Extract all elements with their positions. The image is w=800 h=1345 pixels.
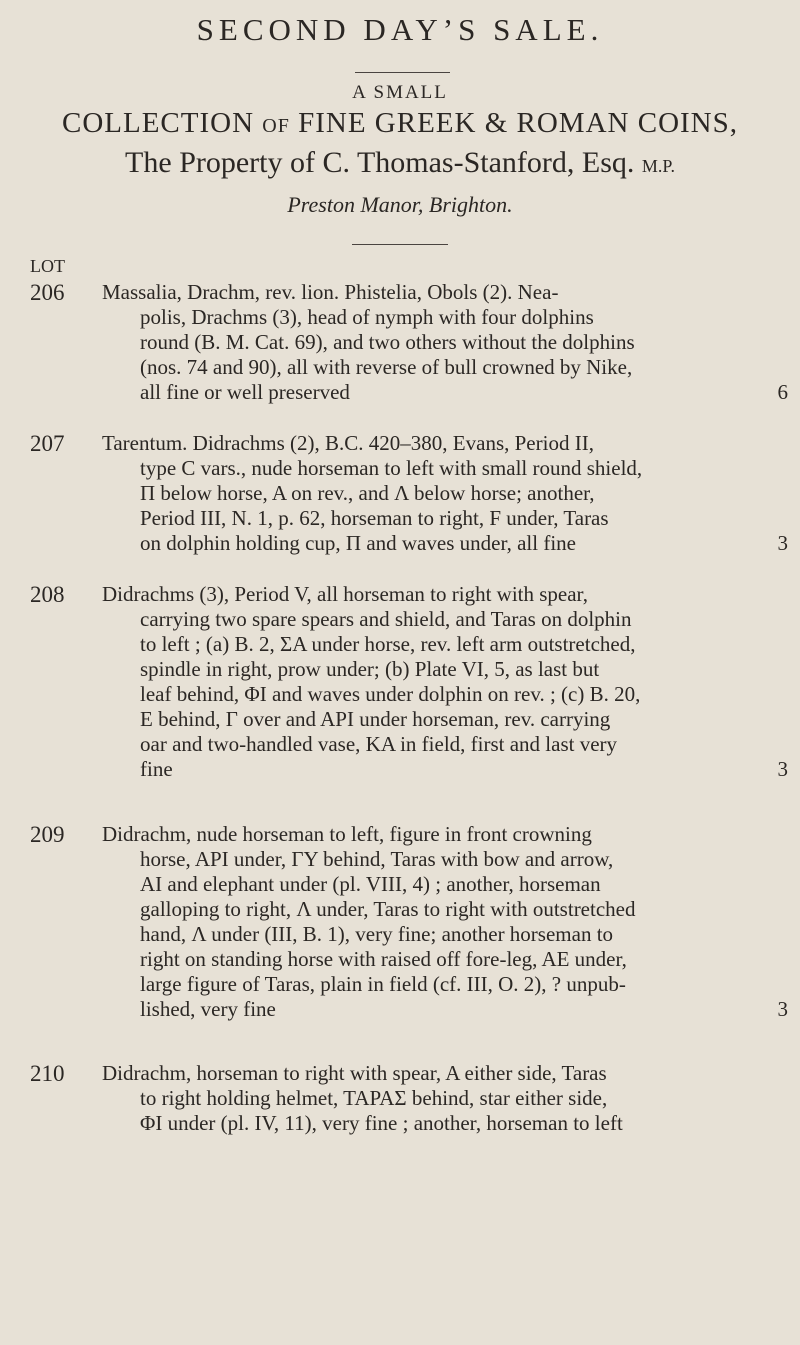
sale-subtitle: A SMALL [352,82,448,103]
owner-line [0,146,800,180]
lot-number: 208 [30,582,65,607]
lot-description-line: to right holding helmet, TAPAΣ behind, star either side, [140,1086,608,1110]
lot-description-line: Didrachm, nude horseman to left, figure in front crowning [102,822,592,846]
lot-quantity: 6 [777,380,788,404]
lot-description-line: round (B. M. Cat. 69), and two others without the dolphins [140,330,635,354]
lot-description-line: hand, Λ under (III, B. 1), very fine; another horseman to [140,922,614,946]
lot-description-line: horse, API under, ΓY behind, Taras with bow and arrow, [140,847,614,871]
lot-description [102,280,788,405]
lot-description-line: spindle in right, prow under; (b) Plate VI, 5, as last but [140,657,600,681]
lot-quantity: 3 [777,757,788,781]
lot-description-line: right on standing horse with raised off fore-leg, AE under, [140,947,627,971]
lot-number: 206 [30,280,65,305]
lot-description-line: galloping to right, Λ under, Taras to right with outstretched [140,897,636,921]
lot-description-line: Massalia, Drachm, rev. lion. Phistelia, Obols (2). Nea- [102,280,559,304]
lot-description-line: fine [140,757,173,781]
lot-description [102,582,788,782]
lot-description [102,431,788,556]
lot-description-line: AI and elephant under (pl. VIII, 4) ; another, horseman [140,872,601,896]
lot-description-line: Didrachms (3), Period V, all horseman to right with spear, [102,582,588,606]
owner-location: Preston Manor, Brighton. [287,192,513,217]
lot-number: 210 [30,1061,65,1086]
lot-description-line: type C vars., nude horseman to left with small round shield, [140,456,643,480]
lot-description-line: large figure of Taras, plain in field (cf. III, O. 2), ? unpub- [140,972,626,996]
lot-description-line: all fine or well preserved [140,380,350,404]
lot-description [102,822,788,1022]
lot-description-line: on dolphin holding cup, Π and waves under, all fine [140,531,576,555]
lot-description-line: lished, very fine [140,997,276,1021]
lot-description-line: oar and two-handled vase, KA in field, first and last very [140,732,618,756]
lot-description-line: polis, Drachms (3), head of nymph with four dolphins [140,305,594,329]
lot-description-line: Didrachm, horseman to right with spear, A either side, Taras [102,1061,607,1085]
lot-description-line: leaf behind, ΦI and waves under dolphin on rev. ; (c) B. 20, [140,682,641,706]
collection-of: OF [262,115,290,137]
lot-description-line: Tarentum. Didrachms (2), B.C. 420–380, Evans, Period II, [102,431,594,455]
owner-text: The Property of C. Thomas-Stanford, Esq. [125,146,635,179]
lot-description-line: Π below horse, A on rev., and Λ below horse; another, [140,481,595,505]
sale-heading: SECOND DAY’S SALE. [196,12,604,47]
lot-description-line: Period III, N. 1, p. 62, horseman to right, F under, Taras [140,506,609,530]
collection-title [0,107,800,140]
lot-number: 209 [30,822,65,847]
lot-description-line: carrying two spare spears and shield, and Taras on dolphin [140,607,632,631]
owner-suffix: M.P. [641,156,675,176]
lot-description-line: ΦI under (pl. IV, 11), very fine ; another, horseman to left [140,1111,623,1135]
lot-description-line: to left ; (a) B. 2, ΣA under horse, rev. left arm outstretched, [140,632,636,656]
collection-word: COLLECTION [62,107,255,139]
lot-description-line: (nos. 74 and 90), all with reverse of bull crowned by Nike, [140,355,633,379]
lot-column-header: LOT [30,256,65,276]
section-rule [352,244,448,245]
lot-quantity: 3 [777,997,788,1021]
lot-number: 207 [30,431,65,456]
lot-quantity: 3 [777,531,788,555]
heading-rule [355,72,450,73]
collection-rest: FINE GREEK & ROMAN COINS, [298,107,738,139]
lot-description [102,1061,788,1136]
lot-description-line: E behind, Γ over and API under horseman, rev. carrying [140,707,611,731]
